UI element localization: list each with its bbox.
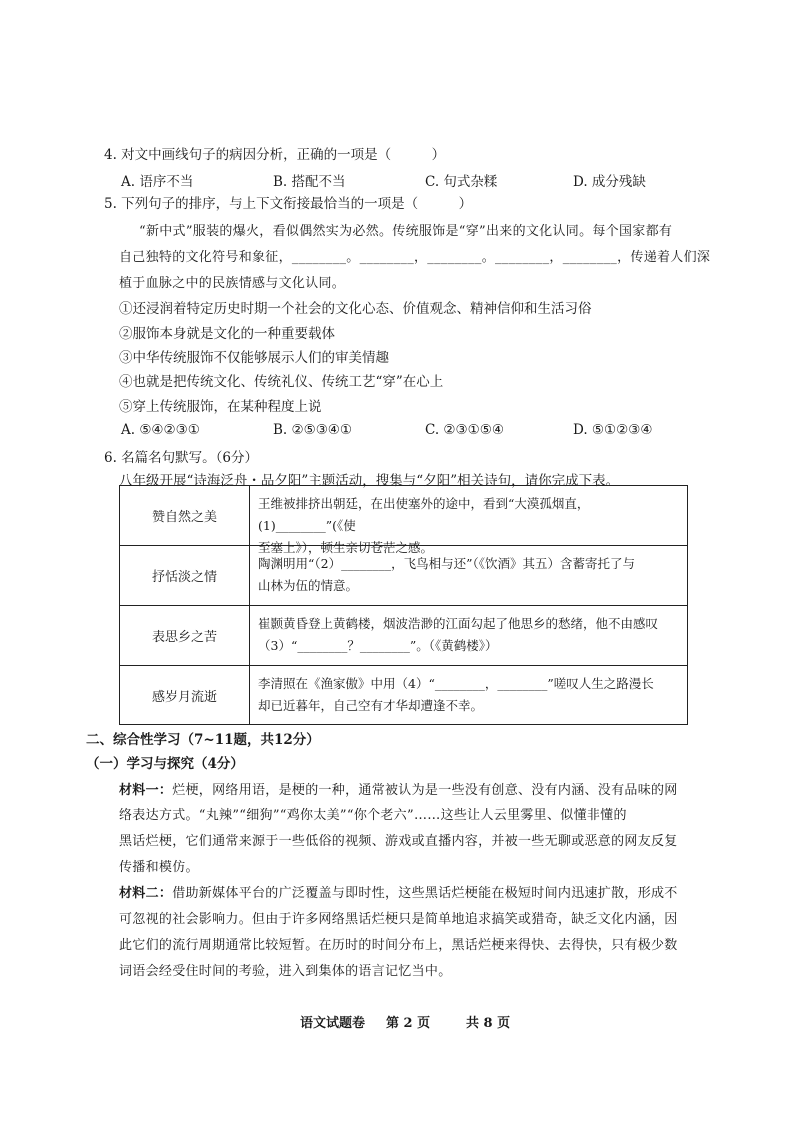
q5-item-3: ③中华传统服饰不仅能够展示人们的审美情趣 bbox=[119, 350, 389, 366]
q6-intro: 八年级开展“诗海泛舟・品夕阳”主题活动，搜集与“夕阳”相关诗句，请你完成下表。 bbox=[119, 473, 620, 489]
row-label: 感岁月流逝 bbox=[120, 666, 250, 724]
material-1-text: 烂梗，网络用语，是梗的一种，通常被认为是一些没有创意、没有内涵、没有品味的网 bbox=[172, 783, 678, 798]
q5-option-b: B. ②⑤③④① bbox=[273, 422, 353, 438]
row-content bbox=[258, 553, 681, 597]
material-2-line4: 词语会经受住时间的考验，进入到集体的语言记忆当中。 bbox=[119, 964, 452, 979]
material-2-line1 bbox=[119, 882, 678, 901]
footer-total-pages: 共 8 页 bbox=[466, 1016, 511, 1031]
table-row bbox=[120, 546, 687, 606]
row-label: 赞自然之美 bbox=[120, 486, 250, 545]
q4-option-b: B. 搭配不当 bbox=[273, 174, 346, 190]
footer-page-number: 第 2 页 bbox=[386, 1016, 431, 1031]
footer-paper-title: 语文试题卷 bbox=[300, 1016, 366, 1031]
row-content bbox=[258, 613, 681, 657]
material-1-line3: 黑话烂梗，它们通常来源于一些低俗的视频、游戏或直播内容，并被一些无聊或恶意的网友反复 bbox=[119, 834, 678, 849]
material-2-line2: 可忽视的社会影响力。但由于许多网络黑话烂梗只是简单地追求搞笑或猎奇，缺乏文化内涵，因 bbox=[119, 912, 678, 927]
material-2-line3: 此它们的流行周期通常比较短暂。在历时的时间分布上，黑话烂梗来得快、去得快，只有极少数 bbox=[119, 938, 678, 953]
material-1-line4: 传播和模仿。 bbox=[119, 860, 199, 875]
q4-option-c: C. 句式杂糅 bbox=[425, 174, 498, 190]
q5-passage-line3: 植于血脉之中的民族情感与文化认同。 bbox=[119, 276, 346, 291]
q5-passage-line2: 自己独特的文化符号和象征，________。________，________。________，________，传递着人们深 bbox=[119, 250, 711, 265]
row-content-line: 李清照在《渔家傲》中用（4）“________，________”嗟叹人生之路漫长 bbox=[258, 676, 654, 691]
material-1-line2: 络表达方式。“丸辣”“细狗”“鸡你太美”“你个老六”……这些让人云里雾里、似懂非懂的 bbox=[119, 808, 627, 823]
material-2-text: 借助新媒体平台的广泛覆盖与即时性，这些黑话烂梗能在极短时间内迅速扩散，形成不 bbox=[172, 886, 678, 901]
row-content-line: 却已近暮年，自己空有才华却遭逢不幸。 bbox=[258, 698, 484, 713]
row-content-line: 至塞上》），顿生亲切苍茫之感。 bbox=[258, 540, 434, 555]
material-2-label: 材料二： bbox=[119, 886, 173, 901]
q5-item-2: ②服饰本身就是文化的一种重要载体 bbox=[119, 326, 335, 342]
row-content-line: 崔颢黄昏登上黄鹤楼，烟波浩渺的江面勾起了他思乡的愁绪，他不由感叹 bbox=[258, 616, 659, 631]
q4-option-a: A. 语序不当 bbox=[121, 174, 194, 190]
material-1-line1 bbox=[119, 779, 678, 798]
row-content-line: （3）“________？________”。（《黄鹤楼》） bbox=[258, 638, 498, 653]
q5-option-c: C. ②③①⑤④ bbox=[425, 422, 504, 438]
table-row bbox=[120, 666, 687, 724]
q5-item-5: ⑤穿上传统服饰，在某种程度上说 bbox=[119, 399, 322, 415]
poem-table bbox=[119, 485, 688, 725]
q5-stem: 5. 下列句子的排序，与上下文衔接最恰当的一项是（ ） bbox=[104, 196, 473, 212]
row-content-line: 山林为伍的情意。 bbox=[258, 578, 359, 593]
q5-item-1: ①还浸润着特定历史时期一个社会的文化心态、价值观念、精神信仰和生活习俗 bbox=[119, 301, 592, 317]
q5-item-4: ④也就是把传统文化、传统礼仪、传统工艺“穿”在心上 bbox=[119, 374, 444, 390]
q5-option-d: D. ⑤①②③④ bbox=[573, 422, 653, 438]
row-content bbox=[258, 673, 681, 717]
q6-stem: 6. 名篇名句默写。（6分） bbox=[104, 450, 259, 466]
row-label: 表思乡之苦 bbox=[120, 606, 250, 665]
section-2-sub-heading: （一）学习与探究（4分） bbox=[86, 756, 244, 772]
material-1-label: 材料一： bbox=[119, 783, 173, 798]
row-content-line: 王维被排挤出朝廷，在出使塞外的途中，看到“大漠孤烟直，(1)________”(《使 bbox=[258, 496, 590, 533]
section-2-heading: 二、综合性学习（7~11题，共12分） bbox=[86, 732, 320, 748]
table-row bbox=[120, 486, 687, 555]
q5-passage-line1: “新中式”服装的爆火，看似偶然实为必然。传统服饰是“穿”出来的文化认同。每个国家都有 bbox=[139, 224, 673, 239]
q4-option-d: D. 成分残缺 bbox=[573, 174, 646, 190]
row-label: 抒恬淡之情 bbox=[120, 546, 250, 605]
table-row bbox=[120, 606, 687, 666]
q4-stem: 4. 对文中画线句子的病因分析，正确的一项是（ ） bbox=[104, 147, 446, 163]
row-content-line: 陶渊明用“（2）________，飞鸟相与还”（《饮酒》其五）含蓄寄托了与 bbox=[258, 556, 635, 571]
q5-option-a: A. ⑤④②③① bbox=[121, 422, 200, 438]
